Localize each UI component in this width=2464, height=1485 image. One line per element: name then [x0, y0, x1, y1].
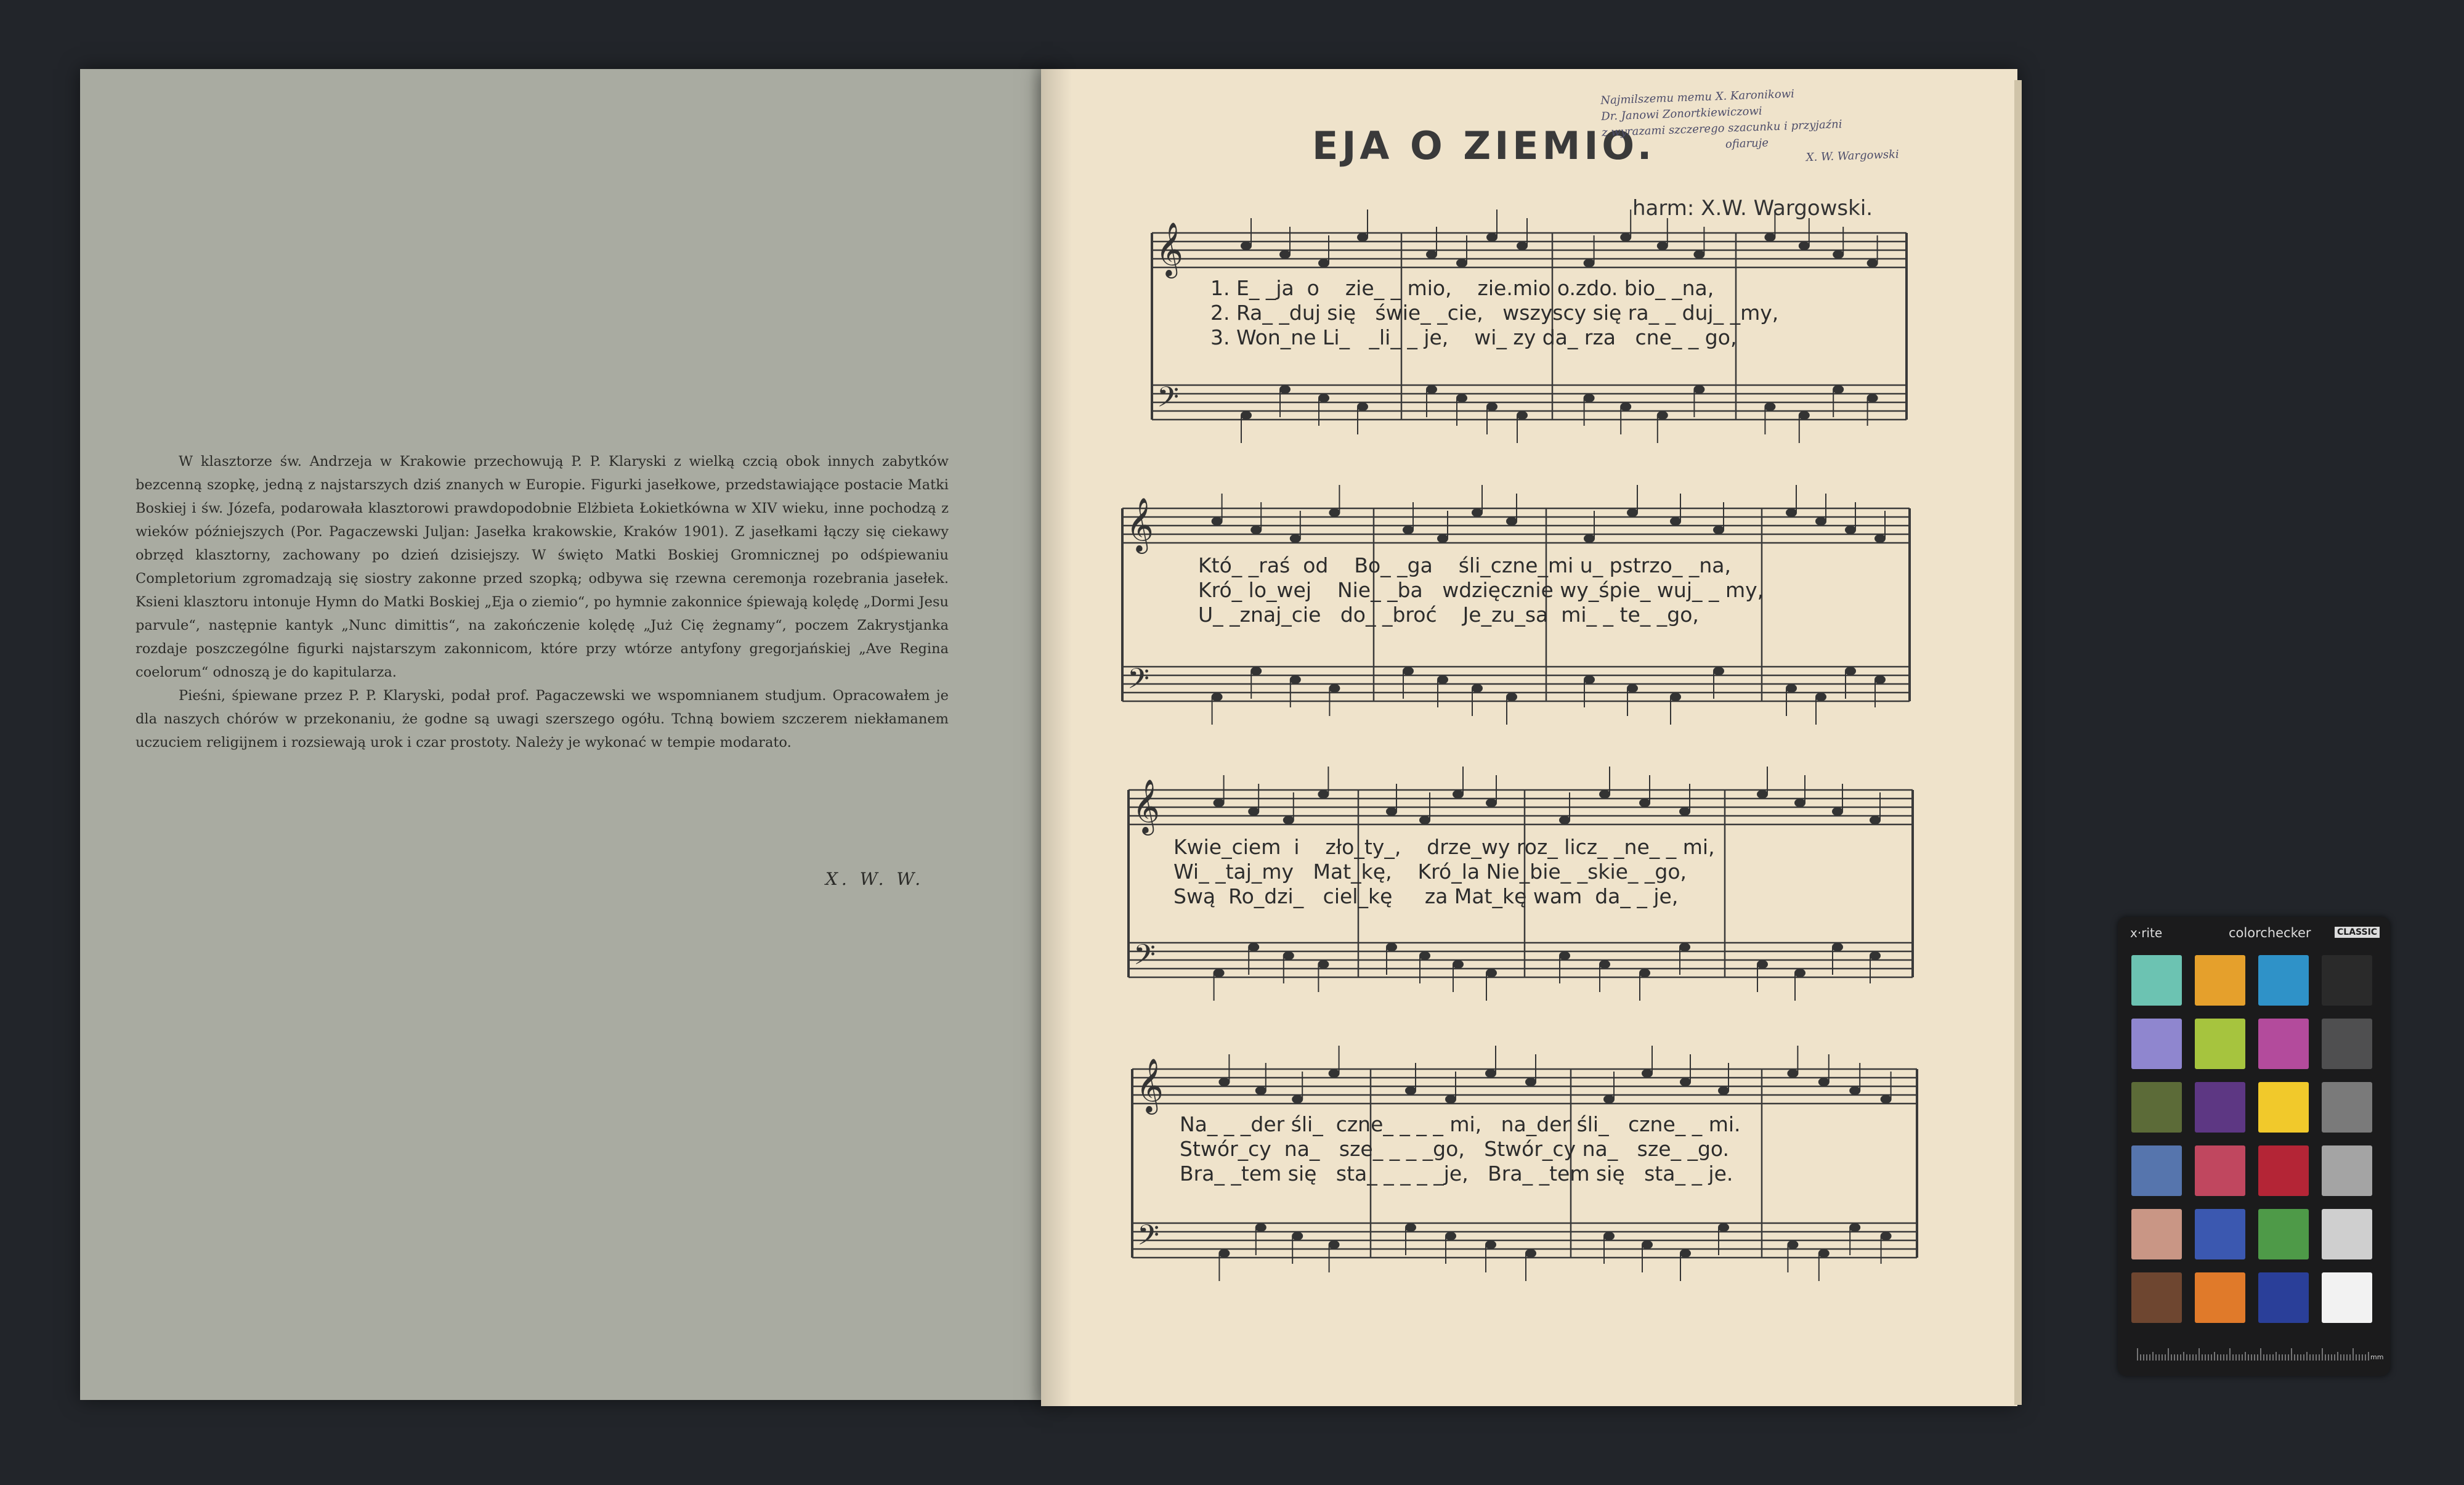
note-head	[1818, 1078, 1830, 1086]
note-head	[1486, 799, 1497, 807]
note-head	[1279, 250, 1291, 259]
note-head	[1517, 411, 1528, 420]
note-head	[1218, 1249, 1230, 1258]
note-head	[1329, 508, 1340, 517]
lyric-line: Wi_ _taj_my Mat_kę, Kró_la Nie_bie_ _skie_ _go,	[1173, 860, 1687, 884]
note-head	[1657, 411, 1668, 420]
dedication-line: X. W. Wargowski	[1805, 148, 1900, 165]
note-head	[1292, 1232, 1303, 1240]
note-head	[1525, 1078, 1536, 1086]
color-patch	[2195, 1209, 2245, 1259]
treble-clef: 𝄞	[1126, 497, 1154, 551]
lyric-line: 3. Won_ne Li_ _li_ _ je, wi_ zy da_ rza cne_ _ go,	[1210, 325, 1737, 349]
note-head	[1867, 394, 1878, 402]
note-head	[1832, 807, 1843, 816]
note-head	[1815, 517, 1826, 526]
note-head	[1639, 969, 1650, 977]
treble-clef: 𝄞	[1132, 778, 1160, 833]
note-head	[1405, 1223, 1416, 1232]
color-patch	[2131, 1082, 2182, 1133]
note-head	[1786, 684, 1797, 693]
note-head	[1799, 411, 1810, 420]
color-patch	[2322, 1209, 2372, 1259]
note-head	[1815, 693, 1826, 701]
note-head	[1870, 816, 1881, 824]
note-head	[1426, 385, 1437, 394]
note-head	[1283, 816, 1294, 824]
note-head	[1642, 1069, 1653, 1078]
color-patch	[2131, 1019, 2182, 1069]
color-patch	[2195, 1082, 2245, 1133]
note-head	[1426, 250, 1437, 259]
song-title: EJA O ZIEMIO.	[1312, 123, 1656, 168]
note-head	[1818, 1249, 1830, 1258]
color-patch	[2195, 1019, 2245, 1069]
note-head	[1639, 799, 1650, 807]
note-head	[1506, 693, 1517, 701]
note-head	[1786, 508, 1797, 517]
note-head	[1559, 951, 1570, 960]
note-head	[1799, 242, 1810, 250]
note-head	[1620, 233, 1631, 242]
note-head	[1318, 394, 1329, 402]
signature: X. W. W.	[825, 869, 925, 889]
note-head	[1642, 1240, 1653, 1249]
note-head	[1445, 1232, 1456, 1240]
lyric-line: 2. Ra_ _duj się świe_ _cie, wszyscy się ra_ _ duj_ _my,	[1210, 301, 1779, 325]
note-head	[1453, 790, 1464, 799]
note-head	[1486, 969, 1497, 977]
note-head	[1849, 1086, 1860, 1095]
note-head	[1318, 790, 1329, 799]
note-head	[1405, 1086, 1416, 1095]
lyric-line: Kró_ lo_wej Nie_ _ba wdzięcznie wy_śpie_ wuj_ _ my,	[1198, 578, 1764, 602]
note-head	[1845, 526, 1856, 534]
dedication-line: Dr. Janowi Zonortkiewiczowi	[1600, 104, 1762, 123]
arranger-credit: harm: X.W. Wargowski.	[1632, 196, 1873, 221]
note-head	[1874, 675, 1886, 684]
note-head	[1584, 259, 1595, 267]
note-head	[1525, 1249, 1536, 1258]
note-head	[1657, 242, 1668, 250]
bass-clef: 𝄢	[1137, 1219, 1160, 1259]
mm-ruler	[2136, 1348, 2370, 1361]
note-head	[1718, 1223, 1729, 1232]
note-head	[1627, 684, 1638, 693]
note-head	[1506, 517, 1517, 526]
note-head	[1386, 807, 1397, 816]
note-head	[1670, 517, 1681, 526]
bass-clef: 𝄢	[1157, 381, 1180, 421]
note-head	[1214, 969, 1225, 977]
note-head	[1486, 233, 1497, 242]
note-head	[1870, 951, 1881, 960]
color-patch	[2131, 1272, 2182, 1323]
color-patch	[2258, 955, 2309, 1006]
note-head	[1419, 951, 1430, 960]
lyric-line: Bra_ _tem się sta_ _ _ _ _je, Bra_ _tem się sta_ _ je.	[1180, 1162, 1733, 1186]
note-head	[1833, 250, 1844, 259]
note-head	[1292, 1095, 1303, 1104]
note-head	[1881, 1095, 1892, 1104]
note-head	[1693, 250, 1704, 259]
bass-clef: 𝄢	[1133, 938, 1156, 978]
note-head	[1250, 667, 1262, 675]
lyric-line: U_ _znaj_cie do_ _broć Je_zu_sa mi_ _ te_ _go,	[1198, 603, 1699, 627]
note-head	[1318, 259, 1329, 267]
note-head	[1437, 675, 1448, 684]
note-head	[1419, 816, 1430, 824]
note-head	[1283, 951, 1294, 960]
note-head	[1357, 402, 1368, 411]
lyric-line: Swą Ro_dzi_ ciel_kę za Mat_kę wam da_ _ je,	[1173, 884, 1679, 908]
dedication-line: ofiaruje	[1725, 136, 1769, 151]
note-head	[1713, 526, 1724, 534]
color-patch	[2195, 955, 2245, 1006]
note-head	[1670, 693, 1681, 701]
note-head	[1849, 1223, 1860, 1232]
color-checker-card	[2118, 917, 2390, 1376]
xrite-logo: x·rite	[2130, 926, 2163, 940]
note-head	[1403, 667, 1414, 675]
note-head	[1290, 675, 1301, 684]
color-patch	[2131, 1209, 2182, 1259]
note-head	[1603, 1095, 1615, 1104]
lyric-line: Kwie_ciem i zło_ty_, drze_wy roz_ licz_ _ne_ _ mi,	[1173, 835, 1715, 859]
note-head	[1584, 394, 1595, 402]
note-head	[1881, 1232, 1892, 1240]
note-head	[1584, 534, 1595, 543]
note-head	[1290, 534, 1301, 543]
note-head	[1559, 816, 1570, 824]
note-head	[1599, 790, 1610, 799]
note-head	[1357, 233, 1368, 242]
note-head	[1718, 1086, 1729, 1095]
note-head	[1255, 1223, 1266, 1232]
color-patch	[2322, 1082, 2372, 1133]
checker-badge: CLASSIC	[2335, 927, 2380, 938]
note-head	[1787, 1069, 1798, 1078]
note-head	[1456, 394, 1467, 402]
note-head	[1680, 1249, 1691, 1258]
color-patch	[2258, 1209, 2309, 1259]
note-head	[1764, 233, 1775, 242]
note-head	[1680, 1078, 1691, 1086]
lyric-line: Na_ _ _der śli_ czne_ _ _ _ mi, na_der śli_ czne_ _ mi.	[1180, 1112, 1741, 1136]
note-head	[1603, 1232, 1615, 1240]
note-head	[1620, 402, 1631, 411]
note-head	[1517, 242, 1528, 250]
note-head	[1248, 943, 1259, 951]
note-head	[1218, 1078, 1230, 1086]
treble-clef: 𝄞	[1136, 1057, 1164, 1112]
note-head	[1845, 667, 1856, 675]
note-head	[1757, 960, 1768, 969]
note-head	[1832, 943, 1843, 951]
color-patch	[2322, 1145, 2372, 1196]
note-head	[1250, 526, 1262, 534]
note-head	[1787, 1240, 1798, 1249]
color-patch	[2195, 1145, 2245, 1196]
note-head	[1486, 402, 1497, 411]
treble-clef: 𝄞	[1156, 221, 1183, 276]
note-head	[1329, 1240, 1340, 1249]
note-head	[1241, 242, 1252, 250]
note-head	[1584, 675, 1595, 684]
dedication-line: Najmilszemu memu X. Karonikowi	[1600, 87, 1795, 107]
note-head	[1485, 1069, 1496, 1078]
note-head	[1214, 799, 1225, 807]
note-head	[1867, 259, 1878, 267]
lyric-line: 1. E_ _ja o zie_ _ mio, zie.mio o.zdo. bio_ _na,	[1210, 276, 1714, 300]
note-head	[1456, 259, 1467, 267]
note-head	[1757, 790, 1768, 799]
color-patch	[2258, 1145, 2309, 1196]
note-head	[1472, 508, 1483, 517]
note-head	[1833, 385, 1844, 394]
note-head	[1403, 526, 1414, 534]
note-head	[1874, 534, 1886, 543]
color-patch	[2131, 1145, 2182, 1196]
note-head	[1212, 693, 1223, 701]
note-head	[1329, 684, 1340, 693]
note-head	[1679, 807, 1690, 816]
note-head	[1212, 517, 1223, 526]
note-head	[1445, 1095, 1456, 1104]
note-head	[1794, 969, 1805, 977]
preface-paragraph-1: W klasztorze św. Andrzeja w Krakowie przechowują P. P. Klaryski z wielką czcią obok innych zabytków bezcenną szopkę, jedną z najstarszych dziś znanych w Europie. Figurki jasełkowe, przedstawiające postacie Matki Boskiej i św. Józefa, podarowała klasztorowi prawdopodobnie Elżbieta Łokietkówna w XIV wieku, inne pochodzą z wieków późniejszych (Por. Pagaczewski Juljan: Jasełka krakowskie, Kraków 1901). Z jasełkami łączy się ciekawy obrzęd klasztorny, zachowany po dzień dzisiejszy. W święto Matki Boskiej Gromnicznej po odśpiewaniu Completorium zgromadzają się siostry zakonne przed szopką; odbywa się rzewna ceremonja rozebrania jasełek. Ksieni klasztoru intonuje Hymn do Matki Boskiej „Eja o ziemio“, po hymnie zakonnice śpiewają kolędę „Dormi Jesu parvule“, następnie kantyk „Nunc dimittis“, na zakończenie kolędę „Już Cię żegnamy“, poczem Zakrystjanka rozdaje poszczególne figurki najstarszym zakonnicom, które przy wtórze antyfony gregorjańskiej „Ave Regina coelorum“ odnoszą je do kapitularza.	[136, 454, 949, 680]
color-patch	[2322, 955, 2372, 1006]
color-patch	[2258, 1019, 2309, 1069]
bass-clef: 𝄢	[1127, 662, 1150, 702]
note-head	[1693, 385, 1704, 394]
note-head	[1599, 960, 1610, 969]
note-head	[1386, 943, 1397, 951]
color-patch	[2258, 1082, 2309, 1133]
preface-paragraph-2: Pieśni, śpiewane przez P. P. Klaryski, podał prof. Pagaczewski we wspomnianem studjum. Opracowałem je dla naszych chórów w przekonaniu, że godne są uwagi szerszego ogółu. Tchną bowiem szczerem niekłamanem uczuciem religijnem i rozsiewają urok i czar prostoty. Należy je wykonać w tempie modarato.	[136, 688, 949, 751]
color-patch	[2322, 1019, 2372, 1069]
note-head	[1794, 799, 1805, 807]
color-patch	[2131, 955, 2182, 1006]
note-head	[1241, 411, 1252, 420]
color-patch	[2322, 1272, 2372, 1323]
color-patch	[2195, 1272, 2245, 1323]
color-patch	[2258, 1272, 2309, 1323]
note-head	[1472, 684, 1483, 693]
note-head	[1248, 807, 1259, 816]
note-head	[1453, 960, 1464, 969]
note-head	[1318, 960, 1329, 969]
lyric-line: Któ_ _raś od Bo_ _ga śli_czne_mi u_ pstrzo_ _na,	[1198, 553, 1731, 577]
dedication-line: z wyrazami szczerego szacunku i przyjaźni	[1601, 118, 1842, 139]
lyric-line: Stwór_cy na_ sze_ _ _ _go, Stwór_cy na_ sze_ _go.	[1180, 1137, 1730, 1161]
note-head	[1437, 534, 1448, 543]
checker-title: colorchecker	[2229, 926, 2311, 940]
note-head	[1627, 508, 1638, 517]
note-head	[1279, 385, 1291, 394]
note-head	[1713, 667, 1724, 675]
note-head	[1255, 1086, 1266, 1095]
note-head	[1764, 402, 1775, 411]
note-head	[1679, 943, 1690, 951]
note-head	[1485, 1240, 1496, 1249]
ruler-unit: mm	[2370, 1353, 2384, 1361]
note-head	[1329, 1069, 1340, 1078]
